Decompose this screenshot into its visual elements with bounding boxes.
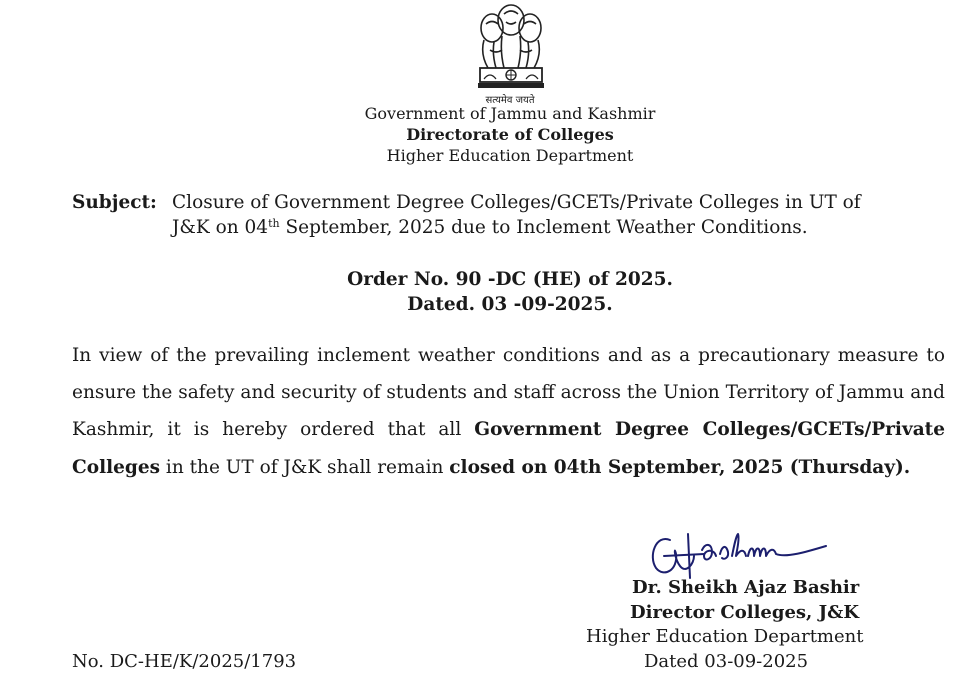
subject-text (172, 190, 942, 240)
directorate-heading: Directorate of Colleges (406, 125, 614, 144)
body-bold-1: Government Degree Colleges/GCETs/Private Colleges (72, 419, 946, 478)
national-emblem-icon (468, 0, 554, 100)
order-number: Order No. 90 -DC (HE) of 2025. (347, 269, 673, 290)
signatory-name: Dr. Sheikh Ajaz Bashir (632, 577, 860, 598)
subject-block (72, 190, 942, 240)
subject-line-1: Closure of Government Degree Colleges/GCETs/Private Colleges in UT of (172, 192, 861, 213)
signatory-department: Higher Education Department (586, 626, 864, 647)
reference-number: No. DC-HE/K/2025/1793 (72, 651, 297, 672)
body-bold-2: closed on 04th September, 2025 (Thursday). (449, 456, 911, 478)
subject-line-2 (172, 215, 942, 240)
order-block (300, 267, 720, 317)
order-date: Dated. 03 -09-2025. (407, 294, 613, 315)
subject-line-2a: J&K on 04 (172, 217, 269, 238)
government-heading: Government of Jammu and Kashmir (364, 104, 656, 123)
body-text-1: In view of the prevailing inclement weather conditions and as a precautionary measure to ensure the safety and security of students and staff across the Union Territory of Jammu and Kashmir, it is hereby ordered that all (72, 345, 945, 441)
signatory-designation: Director Colleges, J&K (630, 602, 859, 623)
body-text-2: in the UT of J&K shall remain (160, 456, 450, 478)
order-body (72, 337, 945, 486)
subject-line-2b: September, 2025 due to Inclement Weather Conditions. (279, 217, 808, 238)
signatory-date: Dated 03-09-2025 (644, 651, 809, 672)
subject-label: Subject: (72, 192, 157, 213)
department-heading: Higher Education Department (386, 146, 634, 165)
subject-superscript: th (268, 217, 280, 230)
emblem-motto: सत्यमेव जयते (485, 95, 535, 106)
